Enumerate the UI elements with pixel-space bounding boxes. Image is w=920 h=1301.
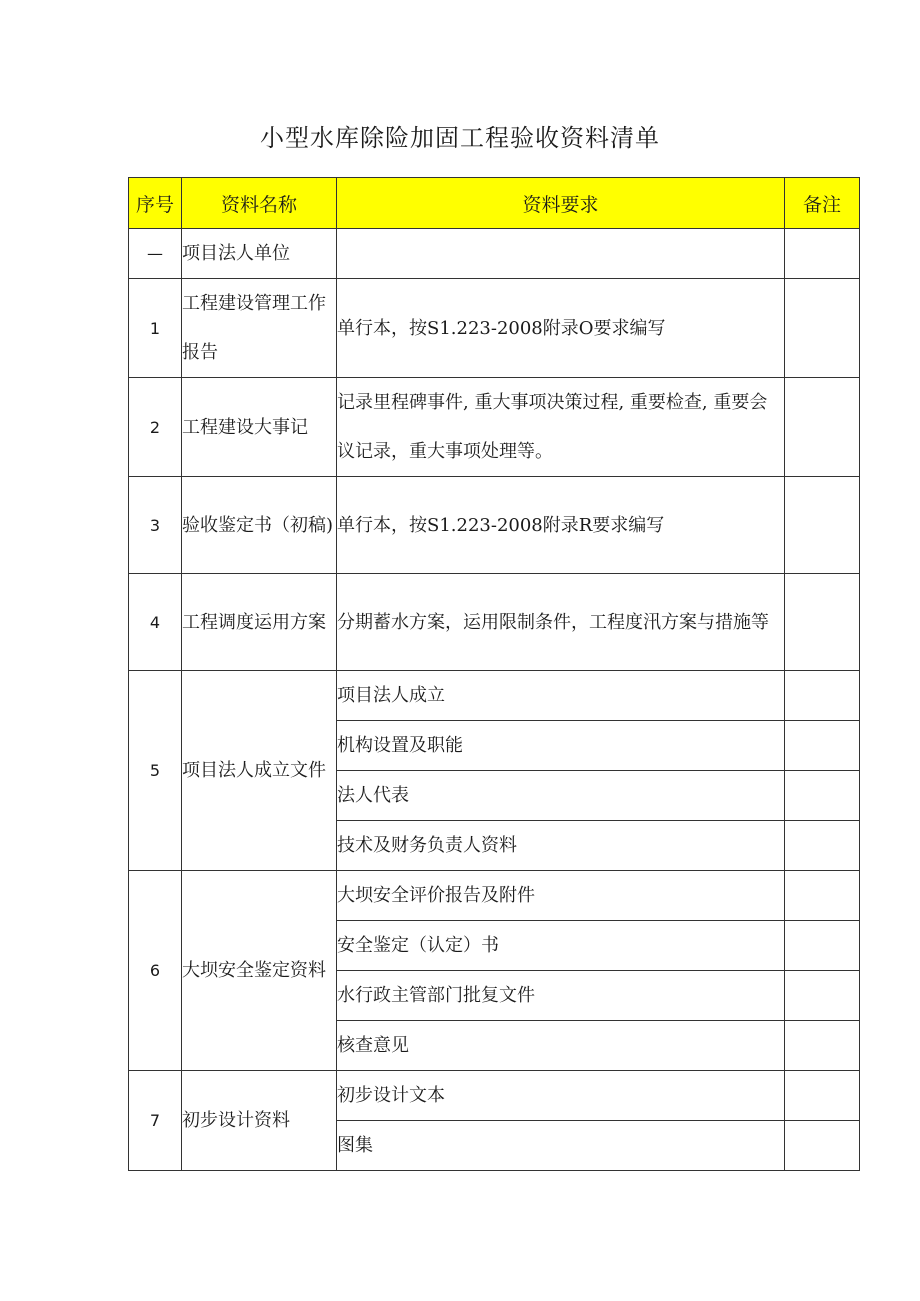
note-cell [785,671,860,721]
row-no: 4 [129,574,182,671]
material-name: 工程建设大事记 [182,378,337,477]
row-no: 3 [129,477,182,574]
material-name: 验收鉴定书（初稿) [182,477,337,574]
note-cell [785,971,860,1021]
header-name: 资料名称 [182,178,337,229]
table-row [129,574,860,671]
note-cell [785,1021,860,1071]
requirement-cell: 安全鉴定（认定）书 [337,921,785,971]
table-row [129,378,860,477]
material-name: 项目法人成立文件 [182,671,337,871]
note-cell [785,821,860,871]
requirement-cell: 核查意见 [337,1021,785,1071]
note-cell [785,1071,860,1121]
table-row [129,279,860,378]
note-cell [785,721,860,771]
note-cell [785,771,860,821]
requirement-cell: 水行政主管部门批复文件 [337,971,785,1021]
row-no: 7 [129,1071,182,1171]
material-name: 工程调度运用方案 [182,574,337,671]
requirement-cell: 机构设置及职能 [337,721,785,771]
row-no: 6 [129,871,182,1071]
requirement-cell: 大坝安全评价报告及附件 [337,871,785,921]
table-row [129,871,860,921]
material-name: 工程建设管理工作报告 [182,279,337,378]
requirement-cell: 初步设计文本 [337,1071,785,1121]
requirement-cell: 分期蓄水方案，运用限制条件，工程度汛方案与措施等 [337,574,785,671]
page-title: 小型水库除险加固工程验收资料清单 [260,124,660,152]
note-cell [785,378,860,477]
note-cell [785,574,860,671]
requirement-cell: 记录里程碑事件, 重大事项决策过程, 重要检查, 重要会议记录，重大事项处理等。 [337,378,785,477]
header-note: 备注 [785,178,860,229]
table-row [129,671,860,721]
requirement-cell: 单行本，按S1.223-2008附录O要求编写 [337,279,785,378]
note-cell [785,1121,860,1171]
table-header-row [129,178,860,229]
materials-checklist-table [128,177,860,1171]
requirement-cell: 技术及财务负责人资料 [337,821,785,871]
note-cell [785,279,860,378]
section-row [129,229,860,279]
requirement-cell: 图集 [337,1121,785,1171]
requirement-cell: 项目法人成立 [337,671,785,721]
row-no: 2 [129,378,182,477]
requirement-cell [337,229,785,279]
header-requirement: 资料要求 [337,178,785,229]
note-cell [785,921,860,971]
table-row [129,1071,860,1121]
section-no: — [129,229,182,279]
requirement-cell: 法人代表 [337,771,785,821]
header-no: 序号 [129,178,182,229]
note-cell [785,871,860,921]
row-no: 5 [129,671,182,871]
material-name: 初步设计资料 [182,1071,337,1171]
requirement-cell: 单行本，按S1.223-2008附录R要求编写 [337,477,785,574]
note-cell [785,229,860,279]
table-row [129,477,860,574]
note-cell [785,477,860,574]
material-name: 大坝安全鉴定资料 [182,871,337,1071]
section-name: 项目法人单位 [182,229,337,279]
row-no: 1 [129,279,182,378]
